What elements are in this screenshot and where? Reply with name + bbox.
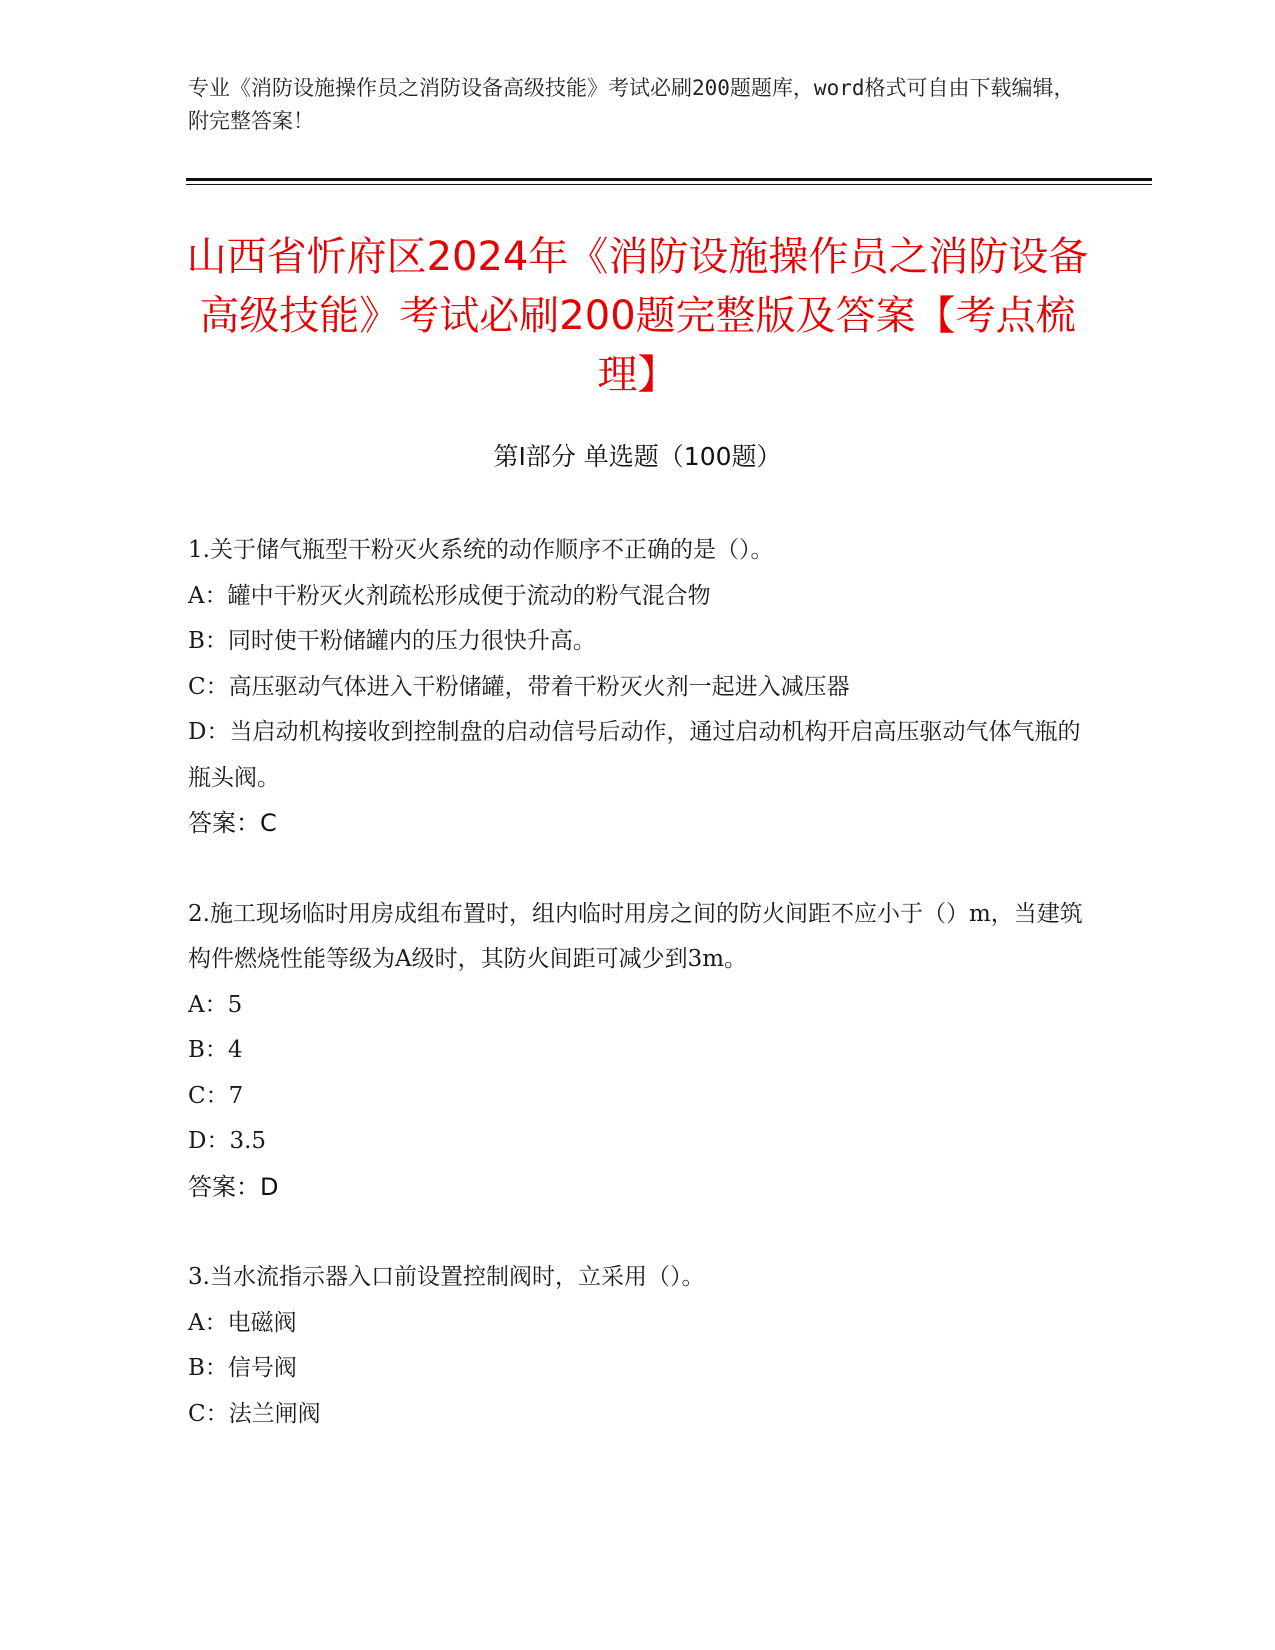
header-divider-thin bbox=[186, 184, 1152, 185]
answer: 答案：C bbox=[188, 809, 277, 837]
option-b: B：信号阀 bbox=[188, 1355, 297, 1381]
question-text: 3.当水流指示器入口前设置控制阀时，立采用（）。 bbox=[188, 1264, 705, 1290]
document-title: 山西省忻府区2024年《消防设施操作员之消防设备高级技能》考试必刷200题完整版及答案【考点梳理】 bbox=[186, 234, 1089, 398]
question-text: 1.关于储气瓶型干粉灭火系统的动作顺序不正确的是（）。 bbox=[188, 537, 774, 563]
option-a: A：罐中干粉灭火剂疏松形成便于流动的粉气混合物 bbox=[188, 582, 711, 609]
question-list bbox=[188, 528, 1088, 1482]
section-title: 第I部分 单选题（100题） bbox=[493, 442, 782, 471]
answer: 答案：D bbox=[188, 1172, 279, 1201]
question-3 bbox=[188, 1255, 1088, 1437]
option-b: B：同时使干粉储罐内的压力很快升高。 bbox=[188, 628, 596, 654]
question-2 bbox=[188, 892, 1088, 1211]
option-d: D：3.5 bbox=[188, 1128, 267, 1154]
question-1 bbox=[188, 528, 1088, 847]
option-b: B：4 bbox=[188, 1037, 243, 1063]
option-a: A：电磁阀 bbox=[188, 1309, 297, 1336]
question-text: 2.施工现场临时用房成组布置时，组内临时用房之间的防火间距不应小于（）m，当建筑构件燃烧性能等级为A级时，其防火间距可减少到3m。 bbox=[188, 900, 1083, 972]
option-c: C：法兰闸阀 bbox=[188, 1400, 321, 1427]
option-c: C：高压驱动气体进入干粉储罐，带着干粉灭火剂一起进入减压器 bbox=[188, 673, 850, 700]
option-c: C：7 bbox=[188, 1082, 244, 1109]
header-divider-thick bbox=[186, 178, 1152, 181]
header-note: 专业《消防设施操作员之消防设备高级技能》考试必刷200题题库，word格式可自由下载编辑，附完整答案！ bbox=[188, 76, 1075, 133]
option-a: A：5 bbox=[188, 991, 243, 1018]
option-d: D：当启动机构接收到控制盘的启动信号后动作，通过启动机构开启高压驱动气体气瓶的瓶头阀。 bbox=[188, 719, 1081, 791]
